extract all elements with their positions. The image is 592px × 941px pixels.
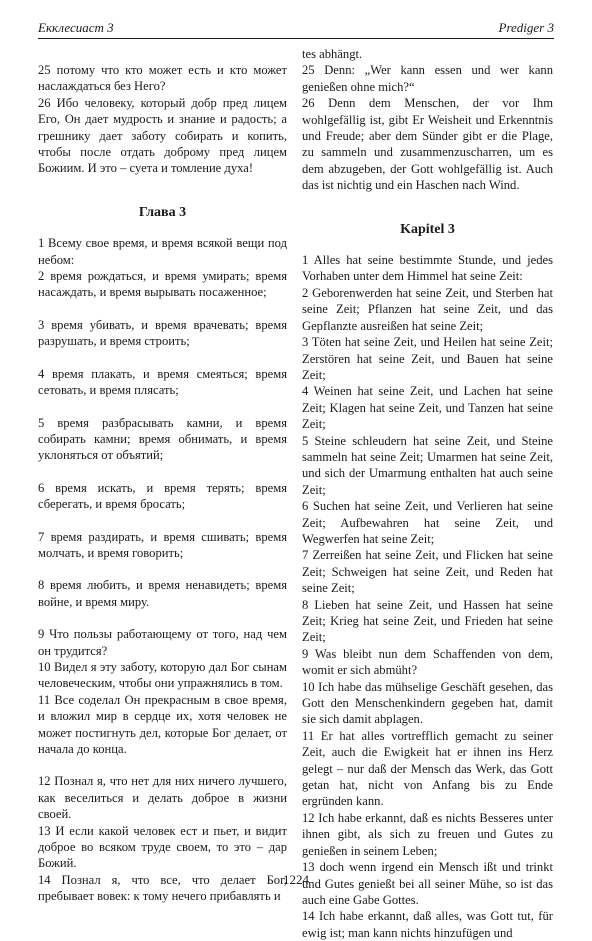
- verse-10-ru: 10 Видел я эту заботу, которую дал Бог сынам человеческим, чтобы они упражнялись в том.: [38, 659, 287, 691]
- verse-1-de: 1 Alles hat seine bestimmte Stunde, und jedes Vorhaben unter dem Himmel hat seine Zeit:: [302, 253, 553, 284]
- verse-26-ru: 26 Ибо человеку, который добр пред лицем Его, Он дает мудрость и знание и радость; а грешнику дает заботу собирать и копить, чтобы после отдать доброму пред лицем Божиим. И это – суета и томление духа!: [38, 95, 287, 176]
- verse-7-de: 7 Zerreißen hat seine Zeit, und Flicken hat seine Zeit; Schweigen hat seine Zeit, und Reden hat seine Zeit;: [302, 548, 553, 596]
- verse-6-ru: 6 время искать, и время терять; время сберегать, и время бросать;: [38, 480, 287, 512]
- verse-12-de: 12 Ich habe erkannt, daß es nichts Besseres unter ihnen gibt, als sich zu freuen und Gutes zu genießen in seinem Leben;: [302, 810, 553, 858]
- header-rule: [38, 38, 554, 39]
- verse-5-de: 5 Steine schleudern hat seine Zeit, und Steine sammeln hat seine Zeit; Umarmen hat seine Zeit, und sich der Umarmung enthalten hat auch seine Zeit;: [302, 433, 553, 497]
- verse-24-end-de: tes abhängt.: [302, 47, 363, 61]
- verse-8-ru: 8 время любить, и время ненавидеть; время войне, и время миру.: [38, 578, 287, 609]
- verse-9-de: 9 Was bleibt nun dem Schaffenden von dem, womit er sich abmüht?: [302, 646, 553, 678]
- verse-25-de: 25 Denn: „Wer kann essen und wer kann genießen ohne mich?“: [302, 63, 553, 94]
- verse-7-ru: 7 время раздирать, и время сшивать; время молчать, и время говорить;: [38, 529, 287, 560]
- chapter-heading-ru: Глава 3: [138, 204, 187, 220]
- verse-25-ru: 25 потому что кто может есть и кто может наслаждаться без Него?: [38, 63, 287, 94]
- verse-2-ru: 2 время рождаться, и время умирать; время насаждать, и время вырывать посаженное;: [38, 269, 287, 300]
- verse-3-ru: 3 время убивать, и время врачевать; время разрушать, и время строить;: [38, 317, 287, 349]
- verse-26-de: 26 Denn dem Menschen, der vor Ihm wohlgefällig ist, gibt Er Weisheit und Erkenntnis und Freude; aber dem Sünder gibt er die Plage, zu sammeln und zusammenzuscharren, um es dem abzugeben, der Gott wohlgefällig ist. Auch das ist nichtig und ein Haschen nach Wind.: [302, 96, 553, 193]
- verse-14-de: 14 Ich habe erkannt, daß alles, was Gott tut, für ewig ist; man kann nichts hinzufügen und: [302, 909, 553, 940]
- verse-9-ru: 9 Что пользы работающему от того, над чем он трудится?: [38, 627, 287, 658]
- verse-1-ru: 1 Всему свое время, и время всякой вещи под небом:: [38, 236, 287, 267]
- verse-13-ru: 13 И если какой человек ест и пьет, и видит доброе во всяком труде своем, то это – дар Божий.: [38, 823, 287, 871]
- verse-6-de: 6 Suchen hat seine Zeit, und Verlieren hat seine Zeit; Aufbewahren hat seine Zeit, und Wegwerfen hat seine Zeit;: [302, 499, 553, 546]
- verse-13-de: 13 doch wenn irgend ein Mensch ißt und trinkt und Gutes genießt bei all seiner Mühe, so ist das auch eine Gabe Gottes.: [302, 860, 553, 907]
- verse-10-de: 10 Ich habe das mühselige Geschäft gesehen, das Gott den Menschenkindern gegeben hat, damit sie sich damit abplagen.: [302, 679, 553, 727]
- page-number: 1224: [283, 872, 309, 887]
- verse-12-ru: 12 Познал я, что нет для них ничего лучшего, как веселиться и делать доброе в жизни своей.: [38, 774, 287, 822]
- verse-11-ru: 11 Все соделал Он прекрасным в свое время, и вложил мир в сердце их, хотя человек не может постигнуть дел, которые Бог делает, от начала до конца.: [38, 692, 287, 756]
- header-left-book-title: Екклесиаст 3: [38, 20, 114, 35]
- verse-4-ru: 4 время плакать, и время смеяться; время сетовать, и время плясать;: [38, 366, 287, 398]
- verse-3-de: 3 Töten hat seine Zeit, und Heilen hat seine Zeit; Zerstören hat seine Zeit, und Bauen hat seine Zeit;: [302, 335, 553, 382]
- running-header: [38, 18, 554, 38]
- verse-4-de: 4 Weinen hat seine Zeit, und Lachen hat seine Zeit; Klagen hat seine Zeit, und Tanzen hat seine Zeit;: [302, 384, 553, 432]
- verse-11-de: 11 Er hat alles vortrefflich gemacht zu seiner Zeit, auch die Ewigkeit hat er ihnen ins Herz gelegt – nur daß der Mensch das Werk, das Gott getan hat, nicht von Anfang bis zu Ende ergründen kann.: [302, 728, 553, 809]
- chapter-heading-de: Kapitel 3: [400, 221, 455, 237]
- verse-8-de: 8 Lieben hat seine Zeit, und Hassen hat seine Zeit; Krieg hat seine Zeit, und Frieden hat seine Zeit;: [302, 597, 553, 645]
- german-column: [302, 46, 553, 941]
- verse-14-ru: 14 Познал я, что все, что делает Бог, пребывает вовек: к тому нечего прибавлять и: [38, 872, 287, 904]
- verse-5-ru: 5 время разбрасывать камни, и время собирать камни; время обнимать, и время уклоняться от объятий;: [38, 415, 287, 463]
- header-right-book-title: Prediger 3: [498, 20, 554, 35]
- verse-2-de: 2 Geborenwerden hat seine Zeit, und Sterben hat seine Zeit; Pflanzen hat seine Zeit, und das Gepflanzte ausreißen hat seine Zeit;: [302, 285, 553, 333]
- russian-column: [38, 46, 287, 905]
